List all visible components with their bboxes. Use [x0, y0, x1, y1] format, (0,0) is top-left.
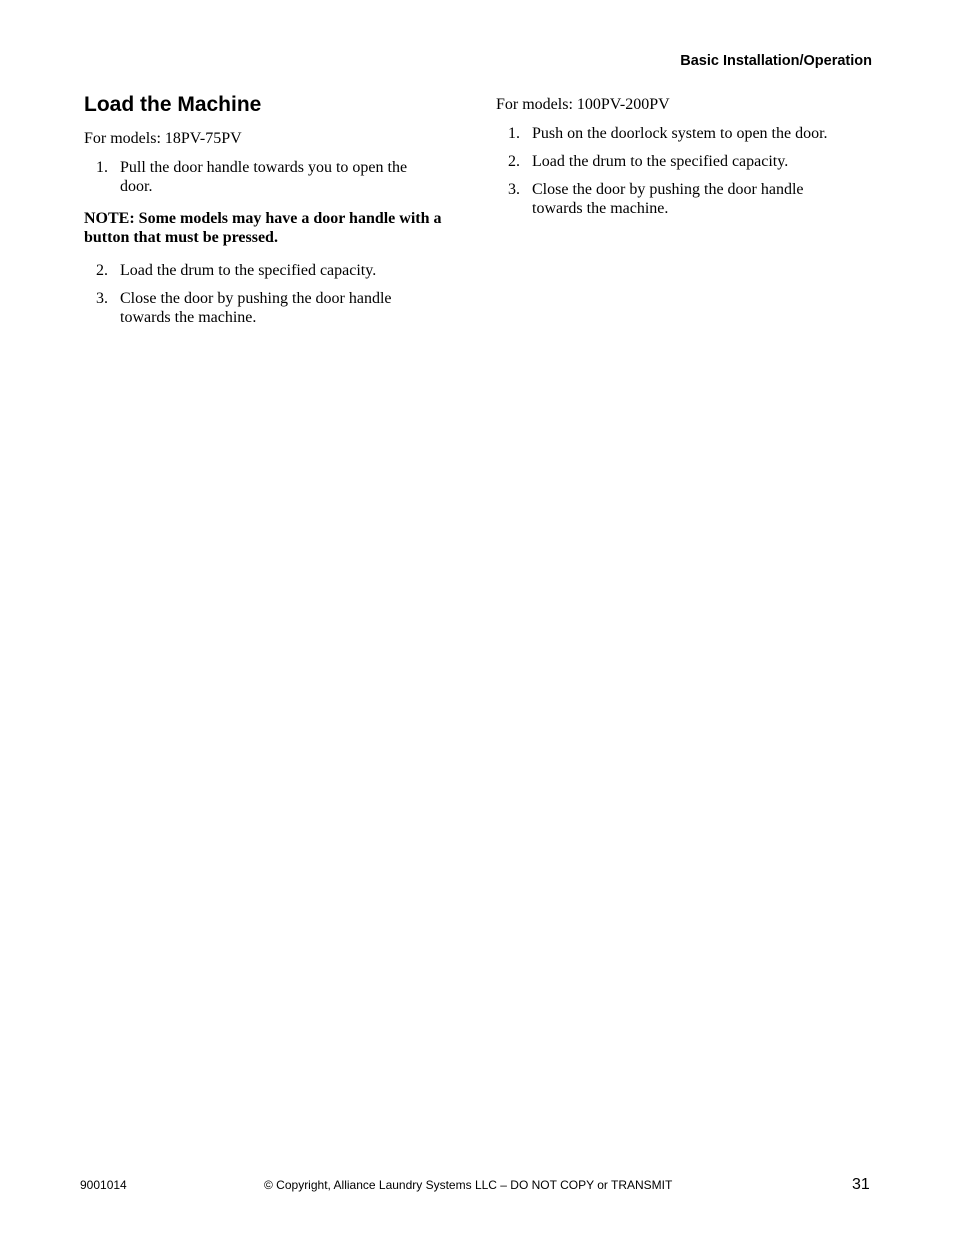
- running-header: Basic Installation/Operation: [680, 53, 872, 69]
- copyright-notice: © Copyright, Alliance Laundry Systems LLC – DO NOT COPY or TRANSMIT: [264, 1178, 673, 1192]
- step-text: Load the drum to the specified capacity.: [120, 262, 377, 279]
- step-text: Close the door by pushing the door handle towards the machine.: [532, 181, 804, 217]
- step-number: 3.: [96, 290, 108, 307]
- step-number: 1.: [508, 125, 520, 142]
- step-text: Pull the door handle towards you to open the door.: [120, 159, 408, 195]
- models-label-18pv-75pv: For models: 18PV-75PV: [84, 130, 242, 147]
- step-number: 2.: [96, 262, 108, 279]
- step-number: 3.: [508, 181, 520, 198]
- models-label-100pv-200pv: For models: 100PV-200PV: [496, 96, 670, 113]
- step-text: Load the drum to the specified capacity.: [532, 153, 789, 170]
- step-text: Push on the doorlock system to open the door.: [532, 125, 828, 142]
- page-number: 31: [852, 1176, 870, 1193]
- document-number: 9001014: [80, 1178, 127, 1192]
- section-title: Load the Machine: [84, 93, 262, 116]
- note-text: NOTE: Some models may have a door handle with a button that must be pressed.: [84, 210, 442, 246]
- step-number: 2.: [508, 153, 520, 170]
- step-text: Close the door by pushing the door handle towards the machine.: [120, 290, 392, 326]
- step-number: 1.: [96, 159, 108, 176]
